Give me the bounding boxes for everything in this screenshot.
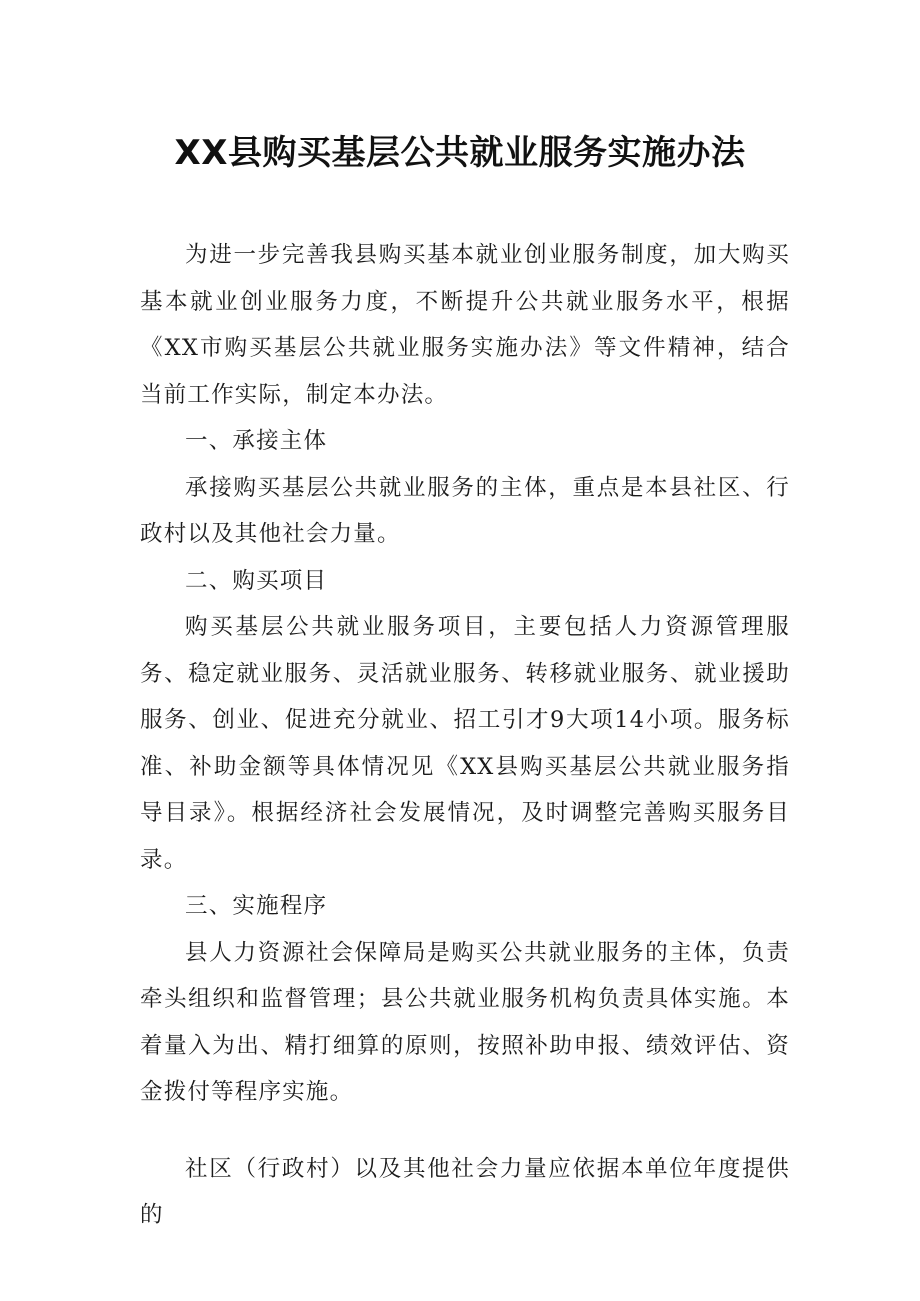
intro-paragraph: 为进一步完善我县购买基本就业创业服务制度，加大购买基本就业创业服务力度，不断提升公共就业服务水平，根据《XX市购买基层公共就业服务实施办法》等文件精神，结合当前工作实际，制定本办法。: [140, 242, 790, 408]
section-3-paragraph: 县人力资源社会保障局是购买公共就业服务的主体，负责牵头组织和监督管理；县公共就业服务机构负责具体实施。本着量入为出、精打细算的原则，按照补助申报、绩效评估、资金拨付等程序实施。: [140, 939, 790, 1105]
section-heading-1: 一、承接主体: [185, 428, 328, 454]
section-3-paragraph-continued: 社区（行政村）以及其他社会力量应依据本单位年度提供的: [140, 1155, 790, 1228]
section-heading-3: 三、实施程序: [185, 893, 328, 919]
document-title: XX县购买基层公共就业服务实施办法: [174, 133, 746, 173]
section-2-paragraph: 购买基层公共就业服务项目，主要包括人力资源管理服务、稳定就业服务、灵活就业服务、转移就业服务、就业援助服务、创业、促进充分就业、招工引才9大项14小项。服务标准、补助金额等具体情况见《XX县购买基层公共就业服务指导目录》。根据经济社会发展情况，及时调整完善购买服务目录。: [140, 614, 790, 873]
section-heading-2: 二、购买项目: [185, 567, 328, 594]
section-1-paragraph: 承接购买基层公共就业服务的主体，重点是本县社区、行政村以及其他社会力量。: [140, 474, 790, 547]
document-body: [140, 232, 790, 1239]
